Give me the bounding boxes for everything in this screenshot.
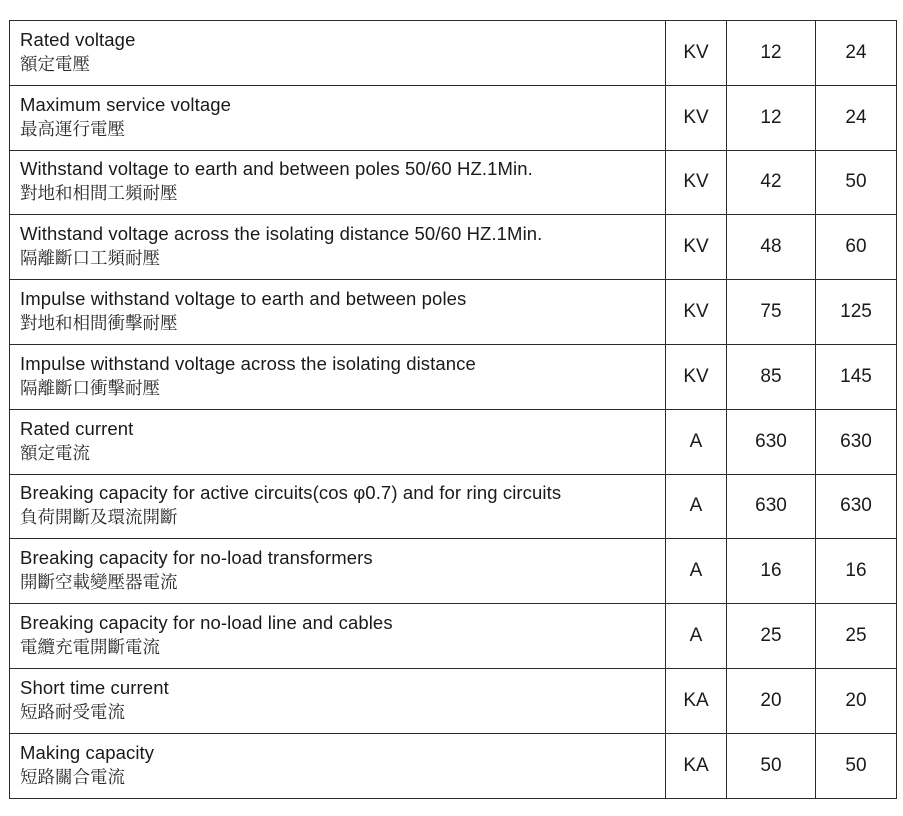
value-cell-2: 50 <box>816 733 897 798</box>
value-cell-2: 16 <box>816 539 897 604</box>
value-cell-1: 50 <box>727 733 816 798</box>
table-row <box>10 215 897 280</box>
value-cell-1: 75 <box>727 280 816 345</box>
parameter-english: Impulse withstand voltage across the isolating distance <box>20 352 476 374</box>
value-cell-1: 12 <box>727 21 816 86</box>
value-cell-1: 20 <box>727 668 816 733</box>
parameter-cell <box>10 409 666 474</box>
table-row <box>10 474 897 539</box>
unit-cell: KV <box>666 85 727 150</box>
parameter-chinese: 最高運行電壓 <box>20 119 125 140</box>
parameter-english: Maximum service voltage <box>20 93 232 115</box>
unit-cell: A <box>666 539 727 604</box>
table-row <box>10 21 897 86</box>
value-cell-2: 630 <box>816 474 897 539</box>
parameter-cell <box>10 21 666 86</box>
value-cell-1: 630 <box>727 474 816 539</box>
parameter-cell <box>10 668 666 733</box>
parameter-cell <box>10 215 666 280</box>
spec-table-body <box>10 21 897 799</box>
value-cell-2: 50 <box>816 150 897 215</box>
unit-cell: KV <box>666 150 727 215</box>
parameter-cell <box>10 150 666 215</box>
parameter-chinese: 短路關合電流 <box>20 767 125 788</box>
table-row <box>10 539 897 604</box>
value-cell-2: 145 <box>816 344 897 409</box>
table-row <box>10 150 897 215</box>
value-cell-2: 20 <box>816 668 897 733</box>
value-cell-2: 24 <box>816 85 897 150</box>
parameter-chinese: 隔離斷口衝擊耐壓 <box>20 378 160 399</box>
parameter-cell <box>10 474 666 539</box>
parameter-english: Rated voltage <box>20 28 136 50</box>
parameter-chinese: 開斷空載變壓器電流 <box>20 573 178 594</box>
value-cell-1: 630 <box>727 409 816 474</box>
unit-cell: KV <box>666 21 727 86</box>
parameter-chinese: 對地和相間工頻耐壓 <box>20 184 178 205</box>
parameter-english: Breaking capacity for no-load line and cables <box>20 612 393 634</box>
parameter-english: Withstand voltage across the isolating distance 50/60 HZ.1Min. <box>20 223 543 245</box>
value-cell-1: 16 <box>727 539 816 604</box>
parameter-cell <box>10 344 666 409</box>
parameter-chinese: 額定電流 <box>20 443 90 464</box>
spec-table <box>9 20 897 799</box>
unit-cell: KV <box>666 344 727 409</box>
unit-cell: A <box>666 604 727 669</box>
parameter-english: Rated current <box>20 417 134 439</box>
parameter-cell <box>10 539 666 604</box>
value-cell-2: 125 <box>816 280 897 345</box>
value-cell-1: 25 <box>727 604 816 669</box>
parameter-english: Short time current <box>20 676 169 698</box>
parameter-chinese: 短路耐受電流 <box>20 702 125 723</box>
parameter-chinese: 隔離斷口工頻耐壓 <box>20 249 160 270</box>
unit-cell: KV <box>666 280 727 345</box>
table-row <box>10 733 897 798</box>
unit-cell: KA <box>666 733 727 798</box>
parameter-english: Impulse withstand voltage to earth and between poles <box>20 288 467 310</box>
unit-cell: A <box>666 409 727 474</box>
table-row <box>10 344 897 409</box>
parameter-cell <box>10 280 666 345</box>
value-cell-1: 48 <box>727 215 816 280</box>
unit-cell: KA <box>666 668 727 733</box>
parameter-english: Breaking capacity for active circuits(cos φ0.7) and for ring circuits <box>20 482 562 504</box>
table-row <box>10 409 897 474</box>
parameter-cell <box>10 604 666 669</box>
value-cell-2: 60 <box>816 215 897 280</box>
parameter-english: Making capacity <box>20 741 155 763</box>
value-cell-2: 24 <box>816 21 897 86</box>
parameter-chinese: 電纜充電開斷電流 <box>20 638 160 659</box>
unit-cell: A <box>666 474 727 539</box>
value-cell-2: 630 <box>816 409 897 474</box>
table-row <box>10 668 897 733</box>
table-row <box>10 85 897 150</box>
parameter-cell <box>10 85 666 150</box>
unit-cell: KV <box>666 215 727 280</box>
parameter-english: Breaking capacity for no-load transformers <box>20 547 373 569</box>
value-cell-2: 25 <box>816 604 897 669</box>
parameter-cell <box>10 733 666 798</box>
table-row <box>10 280 897 345</box>
parameter-chinese: 對地和相間衝擊耐壓 <box>20 314 178 335</box>
value-cell-1: 12 <box>727 85 816 150</box>
value-cell-1: 42 <box>727 150 816 215</box>
parameter-chinese: 額定電壓 <box>20 54 90 75</box>
table-row <box>10 604 897 669</box>
parameter-chinese: 負荷開斷及環流開斷 <box>20 508 178 529</box>
parameter-english: Withstand voltage to earth and between poles 50/60 HZ.1Min. <box>20 158 533 180</box>
value-cell-1: 85 <box>727 344 816 409</box>
